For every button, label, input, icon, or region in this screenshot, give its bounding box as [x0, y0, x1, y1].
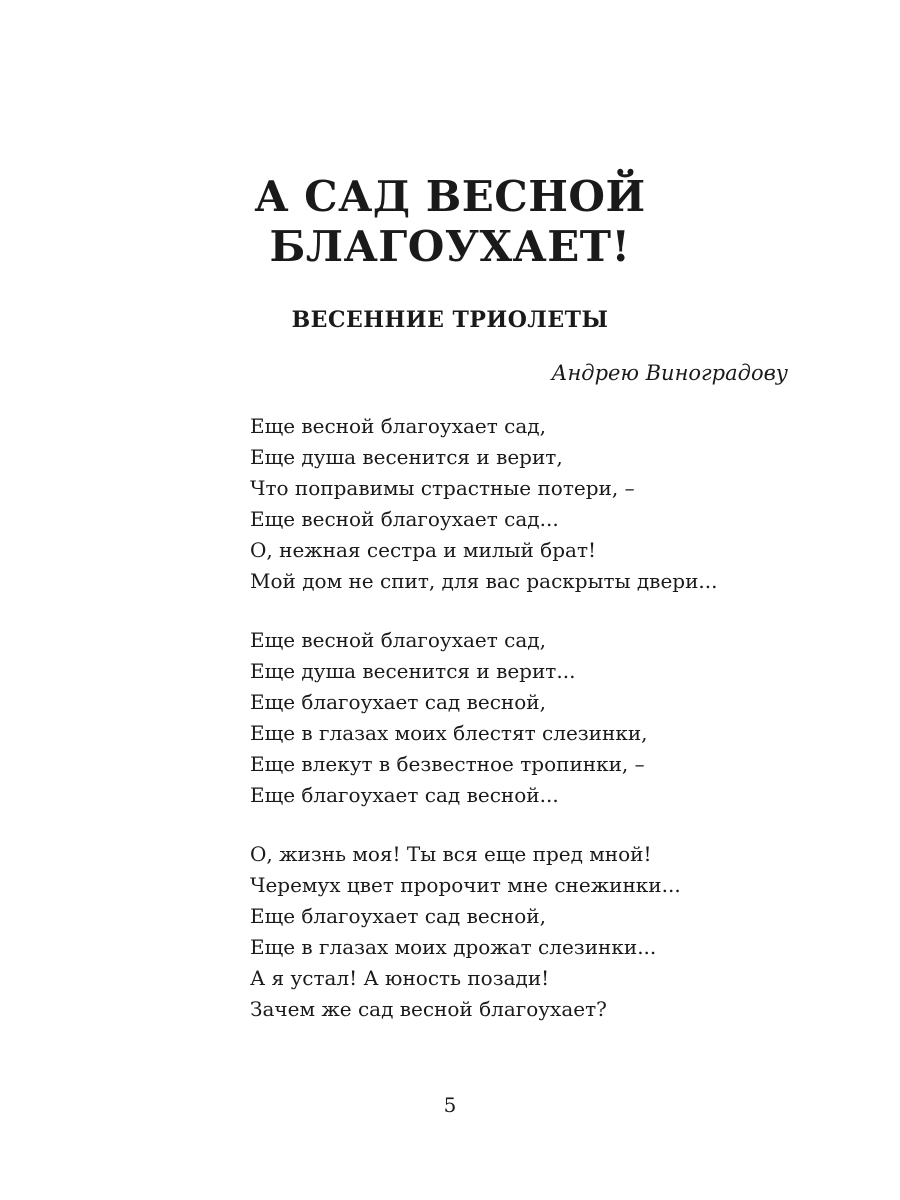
poem-line: О, нежная сестра и милый брат! [250, 538, 597, 562]
poem-line: Еще в глазах моих дрожат слезинки... [250, 935, 657, 959]
poem-line: Зачем же сад весной благоухает? [250, 997, 607, 1021]
page-number: 5 [443, 1093, 457, 1117]
poem-line: О, жизнь моя! Ты вся еще пред мной! [250, 842, 652, 866]
poem-line: Еще благоухает сад весной, [250, 690, 546, 714]
poem-line: Еще душа весенится и верит... [250, 659, 576, 683]
dedication: Андрею Виноградову [551, 361, 788, 385]
poem-line: Еще душа весенится и верит, [250, 445, 563, 469]
stanza-3 [250, 839, 850, 1025]
poem-line: Мой дом не спит, для вас раскрыты двери... [250, 569, 718, 593]
chapter-title-line-2: БЛАГОУХАЕТ! [269, 222, 631, 271]
stanza-2 [250, 625, 850, 811]
poem-line: Что поправимы страстные потери, – [250, 476, 635, 500]
poem-line: Еще весной благоухает сад, [250, 628, 546, 652]
poem-line: Черемух цвет пророчит мне снежинки... [250, 873, 681, 897]
poem-line: Еще благоухает сад весной, [250, 904, 546, 928]
poem-line: Еще в глазах моих блестят слезинки, [250, 721, 648, 745]
poem-line: Еще влекут в безвестное тропинки, – [250, 752, 645, 776]
chapter-title [0, 172, 900, 272]
poem-line: Еще весной благоухает сад... [250, 507, 559, 531]
poem-line: Еще весной благоухает сад, [250, 414, 546, 438]
poem-title: ВЕСЕННИЕ ТРИОЛЕТЫ [291, 307, 609, 333]
poem-line: А я устал! А юность позади! [250, 966, 550, 990]
stanza-1 [250, 411, 850, 597]
poem-body [250, 411, 850, 1053]
chapter-title-line-1: А САД ВЕСНОЙ [254, 172, 646, 221]
poem-line: Еще благоухает сад весной... [250, 783, 559, 807]
